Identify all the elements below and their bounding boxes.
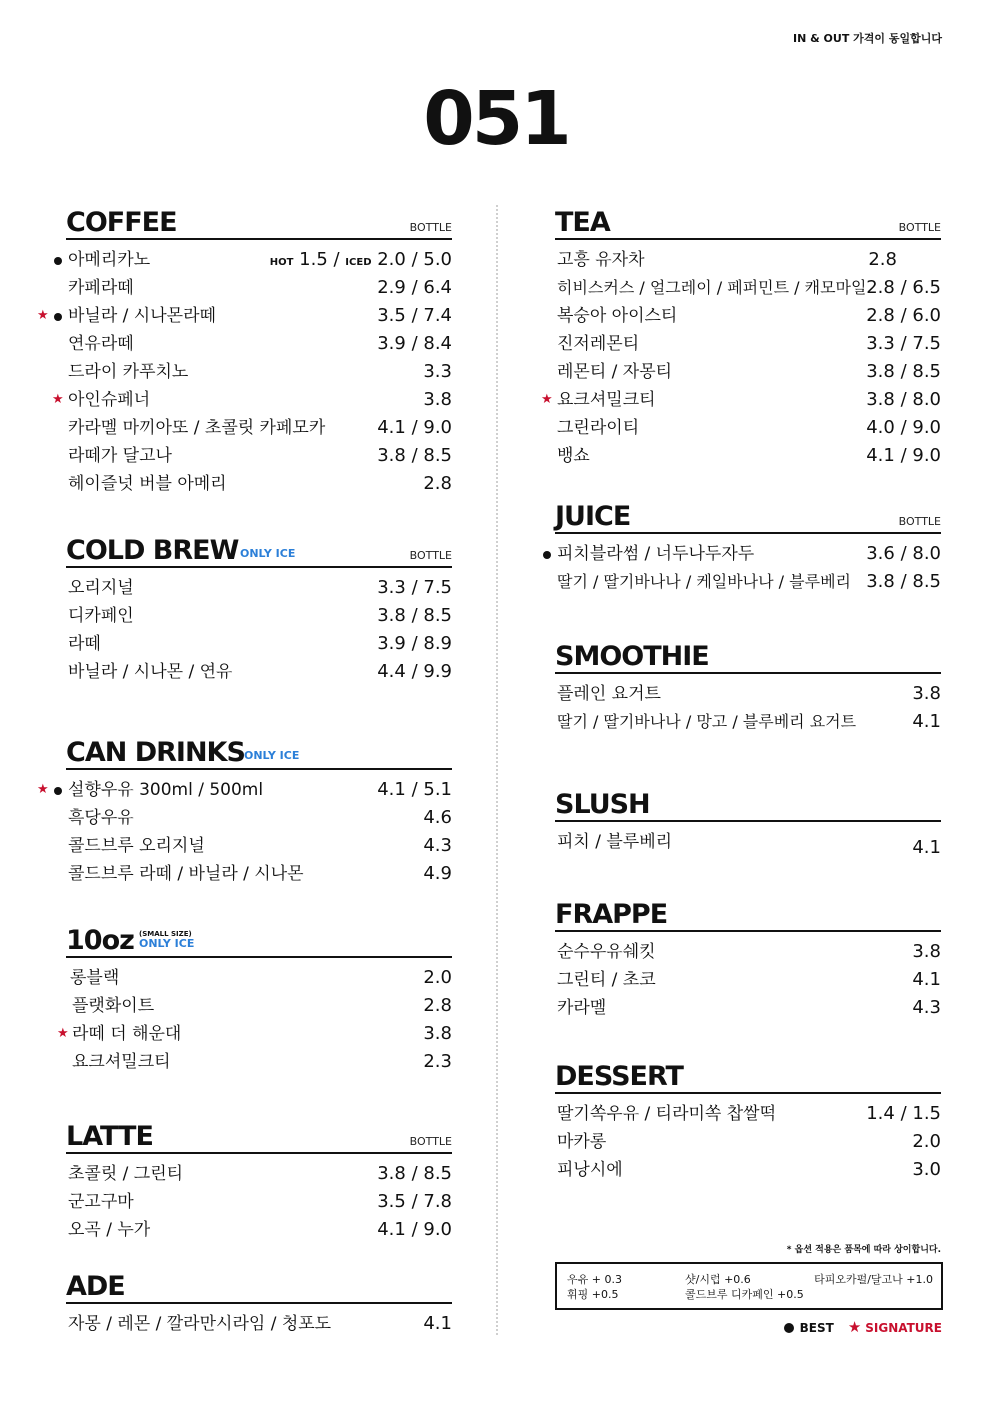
menu-item [541, 386, 941, 414]
item-name: 카페라떼 [68, 278, 134, 298]
iced-price: 2.0 / 5.0 [377, 249, 452, 270]
menu-item [66, 246, 452, 274]
item-name: 바닐라 / 시나몬라떼 [68, 306, 216, 326]
item-price: 2.8 [868, 249, 897, 270]
section-tea [541, 206, 941, 470]
section-header [66, 206, 452, 240]
item-name: 연유라떼 [68, 334, 134, 354]
section-header [555, 1060, 941, 1094]
menu-item [66, 1160, 452, 1188]
item-name: 복숭아 아이스티 [557, 306, 678, 326]
item-name: 라떼가 달고나 [68, 446, 172, 466]
menu-item [555, 246, 941, 274]
item-name: 딸기 / 딸기바나나 / 케일바나나 / 블루베리 [557, 572, 851, 591]
section-header [66, 736, 452, 770]
signature-star-icon: ★ [37, 308, 49, 323]
section-title: FRAPPE [555, 899, 668, 930]
item-list [555, 938, 941, 1022]
bottle-tag: BOTTLE [898, 221, 941, 234]
bottle-tag: BOTTLE [409, 549, 452, 562]
menu-item [66, 658, 452, 686]
section-title: JUICE [555, 501, 631, 532]
item-price: 1.4 / 1.5 [866, 1103, 941, 1124]
item-name: 고흥 유자차 [557, 250, 645, 270]
item-price: 4.1 [912, 837, 941, 858]
menu-item [555, 1128, 941, 1156]
item-price: 2.8 / 6.5 [866, 277, 941, 298]
item-name: 초콜릿 / 그린티 [68, 1164, 184, 1184]
options-note: * 옵션 적용은 품목에 따라 상이합니다. [786, 1245, 941, 1255]
section-dessert [555, 1060, 941, 1184]
menu-item [66, 274, 452, 302]
section-coffee [37, 206, 452, 498]
menu-item [66, 574, 452, 602]
section-header [66, 1270, 452, 1304]
item-list [555, 540, 941, 596]
item-name: 그린라이티 [557, 418, 640, 438]
options-box [555, 1262, 943, 1310]
item-name: 헤이즐넛 버블 아메리 [68, 474, 227, 494]
menu-item [66, 992, 452, 1020]
bottle-tag: BOTTLE [409, 1135, 452, 1148]
item-name: 콜드브루 오리지널 [68, 836, 205, 856]
best-dot-icon [54, 313, 62, 321]
item-price: 2.0 [912, 1131, 941, 1152]
item-name: 디카페인 [68, 606, 134, 626]
section-title: COFFEE [66, 207, 177, 238]
item-list [57, 964, 452, 1076]
menu-item [37, 302, 452, 330]
item-name: 뱅쇼 [557, 446, 590, 466]
section-header [66, 534, 452, 568]
item-name: 진저레몬티 [557, 334, 640, 354]
best-dot-icon [54, 787, 62, 795]
item-name: 딸기쏙우유 / 티라미쏙 찹쌀떡 [557, 1104, 777, 1124]
item-price: 2.0 [423, 967, 452, 988]
hot-label: HOT [269, 257, 294, 268]
item-price: 3.8 [912, 683, 941, 704]
legend-best: BEST [799, 1321, 834, 1335]
item-price: 2.9 / 6.4 [377, 277, 452, 298]
section-title: CAN DRINKS [66, 737, 245, 768]
menu-item [52, 386, 452, 414]
menu-item [555, 680, 941, 708]
item-list [555, 1100, 941, 1184]
section-header [555, 206, 941, 240]
menu-item [66, 330, 452, 358]
item-price: 2.8 [423, 995, 452, 1016]
section-ade [66, 1270, 452, 1338]
item-name: 플레인 요거트 [557, 684, 661, 704]
section-title: COLD BREW [66, 535, 239, 566]
section-title: DESSERT [555, 1061, 683, 1092]
item-list [66, 574, 452, 686]
menu-item [66, 804, 452, 832]
item-price: 3.8 [912, 941, 941, 962]
menu-item [555, 540, 941, 568]
menu-item [66, 1048, 452, 1076]
item-price: 2.8 [423, 473, 452, 494]
item-name: 라떼 더 해운대 [72, 1024, 182, 1044]
item-name: 라떼 [68, 634, 101, 654]
section-title: 10oz [66, 925, 134, 956]
item-price: 4.1 / 5.1 [377, 779, 452, 800]
option-item: 샷/시럽 +0.6 [685, 1273, 751, 1286]
option-item: 우유 + 0.3 [567, 1273, 622, 1286]
section-juice [555, 500, 941, 596]
menu-item [555, 1100, 941, 1128]
item-name: 피치블라썸 / 너두나두자두 [557, 544, 755, 564]
section-title: LATTE [66, 1121, 153, 1152]
item-name: 순수우유쉐킷 [557, 942, 656, 962]
item-name: 아메리카노 [68, 250, 151, 270]
item-name: 드라이 카푸치노 [68, 362, 189, 382]
best-dot-icon [784, 1323, 794, 1333]
item-price: 2.8 / 6.0 [866, 305, 941, 326]
section-10oz [57, 924, 452, 1076]
item-name: 바닐라 / 시나몬 / 연유 [68, 662, 233, 682]
item-price: 3.8 [423, 1023, 452, 1044]
column-divider [496, 205, 498, 1335]
item-name: 그린티 / 초코 [557, 970, 656, 990]
item-price: 4.1 / 9.0 [866, 445, 941, 466]
menu-item [66, 630, 452, 658]
item-list [66, 1160, 452, 1244]
item-price: 4.3 [912, 997, 941, 1018]
menu-item [66, 964, 452, 992]
menu-item [555, 358, 941, 386]
menu-item [555, 966, 941, 994]
signature-star-icon: ★ [847, 1318, 862, 1336]
section-header [66, 1120, 452, 1154]
price-notice: IN & OUT 가격이 동일합니다 [792, 32, 942, 45]
section-slush [555, 788, 941, 856]
item-name: 히비스커스 / 얼그레이 / 페퍼민트 / 캐모마일 [557, 278, 867, 297]
item-name: 요크셔밀크티 [72, 1052, 171, 1072]
section-header [555, 898, 941, 932]
item-price: 3.8 / 8.5 [377, 1163, 452, 1184]
menu-item [57, 1020, 452, 1048]
item-name: 자몽 / 레몬 / 깔라만시라임 / 청포도 [68, 1314, 332, 1334]
item-price: 4.1 [423, 1313, 452, 1334]
item-name: 피치 / 블루베리 [557, 832, 673, 852]
item-name: 오곡 / 누가 [68, 1220, 151, 1240]
item-price: 3.5 / 7.8 [377, 1191, 452, 1212]
item-name: 카라멜 [557, 998, 607, 1018]
menu-item [555, 442, 941, 470]
item-list [555, 828, 941, 856]
signature-star-icon: ★ [541, 392, 553, 407]
item-price: 4.1 / 9.0 [377, 417, 452, 438]
item-list [37, 776, 452, 888]
only-ice-note: ONLY ICE [244, 749, 300, 762]
signature-star-icon: ★ [52, 392, 64, 407]
item-price: 3.8 / 8.0 [866, 389, 941, 410]
item-name: 아인슈페너 [68, 390, 151, 410]
item-name: 콜드브루 라떼 / 바닐라 / 시나몬 [68, 864, 304, 884]
section-header [555, 500, 941, 534]
item-price: 3.5 / 7.4 [377, 305, 452, 326]
menu-item [66, 1216, 452, 1244]
item-list [555, 680, 941, 736]
only-ice-note: ONLY ICE [139, 937, 195, 950]
item-name: 설향우유 300ml / 500ml [68, 780, 264, 800]
item-price: 3.8 / 8.5 [377, 605, 452, 626]
item-name: 카라멜 마끼아또 / 초콜릿 카페모카 [68, 418, 326, 438]
bottle-tag: BOTTLE [898, 515, 941, 528]
item-price: 3.0 [912, 1159, 941, 1180]
section-title: SMOOTHIE [555, 641, 709, 672]
section-can-drinks [37, 736, 452, 888]
hot-price: 1.5 [299, 249, 328, 270]
menu-item [555, 274, 941, 302]
section-smoothie [555, 640, 941, 736]
menu-item [66, 832, 452, 860]
section-header [66, 924, 452, 958]
small-size-note: (SMALL SIZE) [139, 930, 192, 938]
menu-item [555, 302, 941, 330]
menu-item [555, 568, 941, 596]
item-price: HOT 1.5 / ICED 2.0 / 5.0 [269, 249, 452, 270]
item-list [541, 246, 941, 470]
option-item: 콜드브루 디카페인 +0.5 [685, 1288, 804, 1301]
menu-item [66, 1188, 452, 1216]
item-name: 롱블랙 [70, 968, 120, 988]
item-price: 4.1 / 9.0 [377, 1219, 452, 1240]
section-title: SLUSH [555, 789, 650, 820]
item-price: 4.3 [423, 835, 452, 856]
section-header [555, 788, 941, 822]
menu-item [555, 828, 941, 856]
legend-signature: SIGNATURE [865, 1321, 942, 1335]
item-price: 4.1 [912, 711, 941, 732]
menu-item [555, 938, 941, 966]
item-name: 플랫화이트 [72, 996, 155, 1016]
bottle-tag: BOTTLE [409, 221, 452, 234]
item-price: 3.8 / 8.5 [866, 571, 941, 592]
iced-label: ICED [345, 257, 372, 268]
option-item: 휘핑 +0.5 [567, 1288, 619, 1301]
menu-item [66, 442, 452, 470]
menu-item [66, 860, 452, 888]
item-list [66, 1310, 452, 1338]
best-dot-icon [54, 257, 62, 265]
signature-star-icon: ★ [57, 1026, 69, 1041]
item-price: 4.9 [423, 863, 452, 884]
best-dot-icon [543, 551, 551, 559]
item-price: 4.6 [423, 807, 452, 828]
item-name: 레몬티 / 자몽티 [557, 362, 673, 382]
section-cold-brew [66, 534, 452, 686]
only-ice-note: ONLY ICE [240, 547, 296, 560]
section-title: ADE [66, 1271, 125, 1302]
section-header [555, 640, 941, 674]
menu-item [66, 1310, 452, 1338]
section-latte [66, 1120, 452, 1244]
item-price: 3.3 / 7.5 [866, 333, 941, 354]
item-name: 오리지널 [68, 578, 134, 598]
item-price: 3.3 [423, 361, 452, 382]
menu-item [37, 776, 452, 804]
menu-item [555, 1156, 941, 1184]
item-price: 4.1 [912, 969, 941, 990]
item-name: 흑당우유 [68, 808, 134, 828]
item-price: 3.8 / 8.5 [866, 361, 941, 382]
item-price: 2.3 [423, 1051, 452, 1072]
legend [784, 1318, 942, 1336]
brand-title: 051 [423, 76, 569, 162]
menu-item [555, 994, 941, 1022]
section-frappe [555, 898, 941, 1022]
item-name: 피낭시에 [557, 1160, 623, 1180]
item-name: 요크셔밀크티 [557, 390, 656, 410]
menu-item [555, 414, 941, 442]
item-name: 마카롱 [557, 1132, 607, 1152]
menu-item [66, 414, 452, 442]
item-price: 3.9 / 8.4 [377, 333, 452, 354]
item-price: 3.3 / 7.5 [377, 577, 452, 598]
menu-item [555, 708, 941, 736]
item-price: 3.6 / 8.0 [866, 543, 941, 564]
item-price: 4.4 / 9.9 [377, 661, 452, 682]
option-item: 타피오카펄/달고나 +1.0 [814, 1273, 933, 1286]
menu-item [66, 470, 452, 498]
item-name: 군고구마 [68, 1192, 134, 1212]
item-price: 4.0 / 9.0 [866, 417, 941, 438]
item-name: 딸기 / 딸기바나나 / 망고 / 블루베리 요거트 [557, 712, 857, 731]
item-list [37, 246, 452, 498]
item-price: 3.8 [423, 389, 452, 410]
menu-item [66, 602, 452, 630]
section-title: TEA [555, 207, 610, 238]
menu-item [66, 358, 452, 386]
item-price: 3.8 / 8.5 [377, 445, 452, 466]
signature-star-icon: ★ [37, 782, 49, 797]
menu-item [555, 330, 941, 358]
item-price: 3.9 / 8.9 [377, 633, 452, 654]
